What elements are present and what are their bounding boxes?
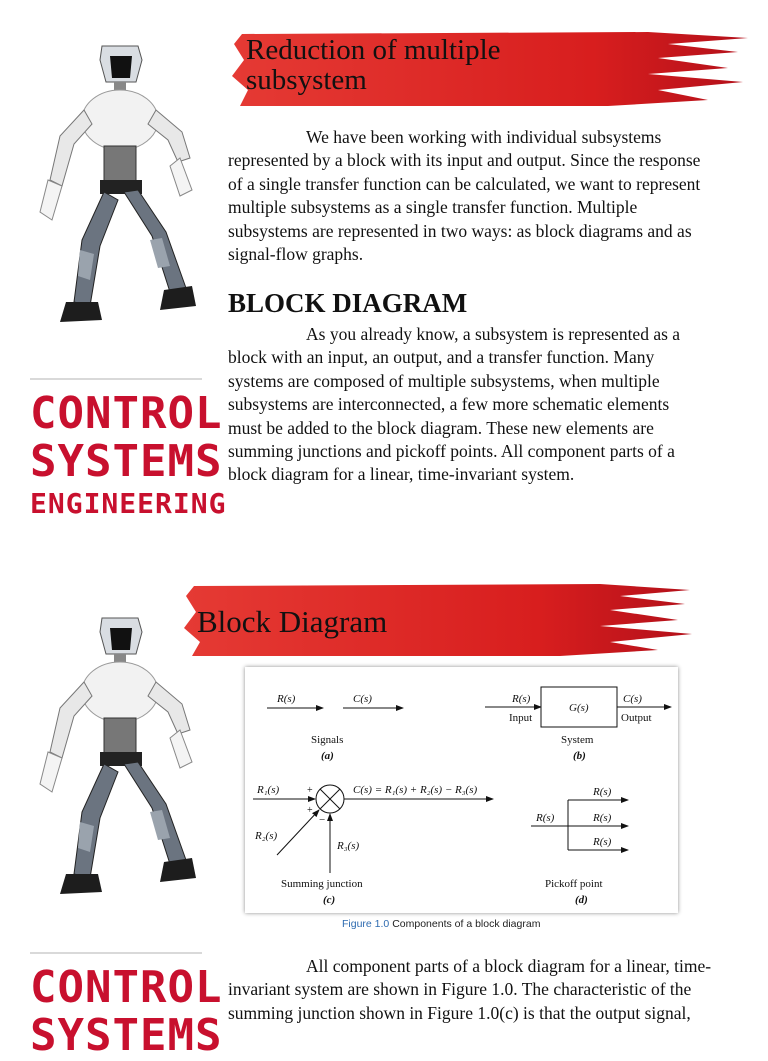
- logo-systems: SYSTEMS: [30, 436, 223, 487]
- bd-line: subsystems are interconnected, a few more schematic elements: [228, 394, 670, 415]
- intro-indent-line: We have been working with individual subsystems: [306, 127, 662, 147]
- intro-line: of a single transfer function can be calculated, we want to represent: [228, 173, 701, 194]
- intro-line: subsystems are represented in two ways: as block diagrams and as: [228, 220, 692, 241]
- figure-caption: [342, 918, 540, 930]
- fig-b-gs: G(s): [569, 702, 589, 714]
- fig-para-indent-line: All component parts of a block diagram for a linear, time-: [306, 956, 712, 976]
- fig-c-r3: R₃(s): [337, 840, 360, 852]
- fig-c-label: Summing junction: [281, 878, 363, 890]
- fig-b-cs: C(s): [623, 693, 642, 705]
- fig-c-minus: −: [319, 814, 326, 826]
- fig-c-plus1: +: [307, 785, 313, 796]
- fig-a-cs: C(s): [353, 693, 372, 705]
- banner-title-1-line2: subsystem: [246, 64, 367, 97]
- logo-control-2: CONTROL: [30, 962, 223, 1013]
- bd-line: systems are composed of multiple subsystems, when multiple: [228, 370, 660, 391]
- fig-d-out3: R(s): [593, 836, 612, 848]
- fig-c-r2: R₂(s): [255, 830, 278, 842]
- figure-caption-text: Components of a block diagram: [389, 918, 541, 930]
- fig-a-label: Signals: [311, 734, 344, 746]
- fig-c-plus2: +: [307, 805, 313, 816]
- banner-title-1: [246, 35, 501, 96]
- fig-b-input: Input: [509, 712, 533, 724]
- block-diagram-figure: [245, 667, 678, 913]
- fig-c-letter: (c): [323, 894, 336, 906]
- fig-b-output: Output: [621, 712, 652, 724]
- intro-paragraph: [228, 126, 758, 266]
- banner-title-2: Block Diagram: [197, 604, 388, 639]
- robot-illustration-2: [20, 612, 210, 932]
- fig-d-out2: R(s): [593, 812, 612, 824]
- fig-c-eq: C(s) = R₁(s) + R₂(s) − R₃(s): [353, 784, 478, 796]
- figure-caption-number: Figure 1.0: [342, 918, 390, 930]
- bd-line: block diagram for a linear, time-invariant system.: [228, 464, 575, 485]
- logo-rule-top: [30, 378, 202, 380]
- fig-b-rs: R(s): [512, 693, 531, 705]
- fig-a-letter: (a): [321, 750, 334, 762]
- bd-line: block with an input, an output, and a transfer function. Many: [228, 347, 655, 368]
- robot-illustration: [20, 40, 210, 360]
- intro-line: represented by a block with its input and output. Since the response: [228, 150, 701, 171]
- logo-control: CONTROL: [30, 388, 223, 439]
- fig-para-line: invariant system are shown in Figure 1.0. The characteristic of the: [228, 979, 692, 1000]
- block-diagram-paragraph: [228, 323, 758, 487]
- fig-b-letter: (b): [573, 750, 586, 762]
- bd-line: summing junctions and pickoff points. All component parts of a: [228, 441, 675, 462]
- fig-d-label: Pickoff point: [545, 878, 603, 890]
- fig-d-in: R(s): [536, 812, 555, 824]
- intro-line: multiple subsystems as a single transfer function. Multiple: [228, 197, 638, 218]
- fig-b-label: System: [561, 734, 594, 746]
- block-diagram-heading: BLOCK DIAGRAM: [228, 288, 468, 318]
- bd-line: must be added to the block diagram. These new elements are: [228, 417, 654, 438]
- fig-d-letter: (d): [575, 894, 588, 906]
- figure-paragraph: [228, 955, 758, 1025]
- banner-title-1-line1: Reduction of multiple: [246, 34, 501, 66]
- logo-rule-top-2: [30, 952, 202, 954]
- bd-indent-line: As you already know, a subsystem is represented as a: [306, 324, 681, 344]
- fig-c-r1: R₁(s): [257, 784, 280, 796]
- logo-engineering: ENGINEERING: [30, 487, 227, 520]
- logo-systems-2: SYSTEMS: [30, 1010, 223, 1061]
- fig-para-line: summing junction shown in Figure 1.0(c) is that the output signal,: [228, 1002, 691, 1023]
- intro-line: signal-flow graphs.: [228, 244, 364, 265]
- fig-d-out1: R(s): [593, 786, 612, 798]
- fig-a-rs: R(s): [277, 693, 296, 705]
